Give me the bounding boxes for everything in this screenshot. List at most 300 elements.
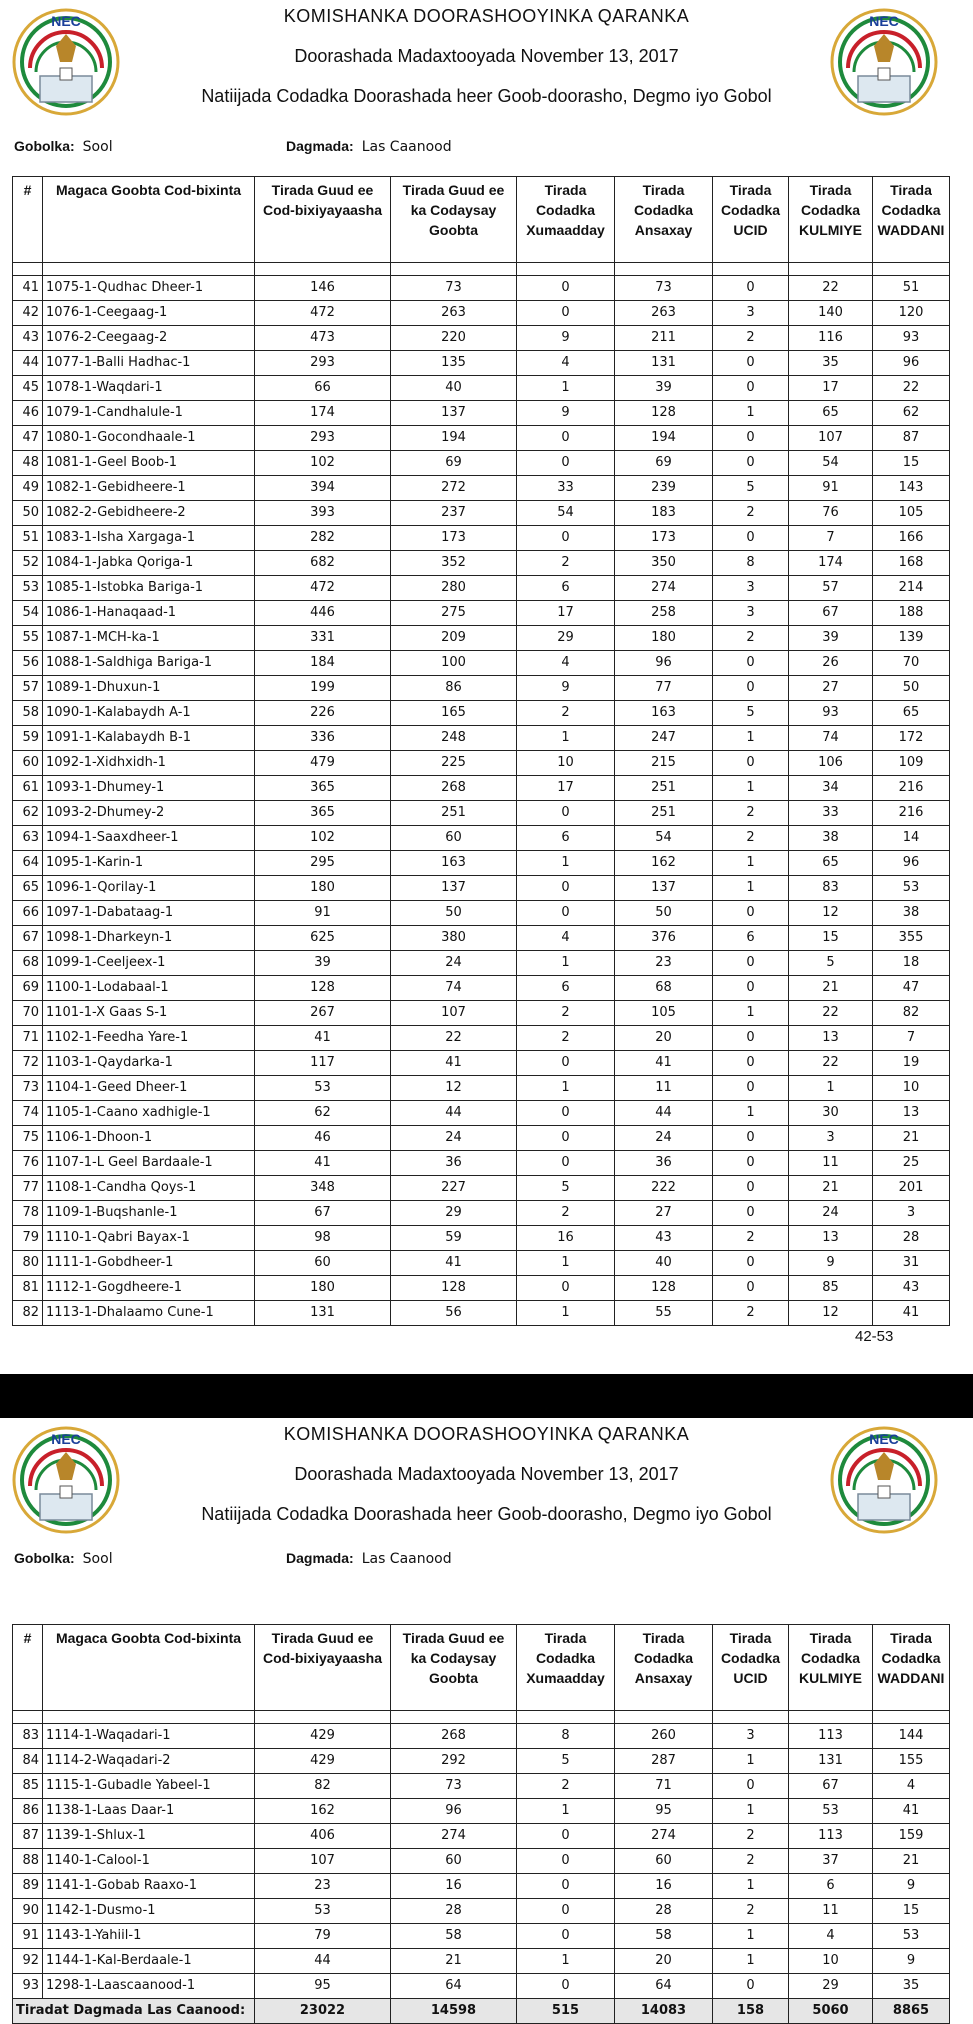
vote-count: 105 — [873, 501, 950, 526]
polling-station-name: 1115-1-Gubadle Yabeel-1 — [43, 1774, 255, 1799]
vote-count: 53 — [255, 1076, 391, 1101]
table-row — [13, 476, 950, 501]
vote-count: 1 — [517, 1076, 615, 1101]
vote-count: 216 — [873, 776, 950, 801]
table-row — [13, 601, 950, 626]
table-row — [13, 826, 950, 851]
vote-count: 429 — [255, 1749, 391, 1774]
vote-count: 222 — [615, 1176, 713, 1201]
vote-count: 13 — [789, 1026, 873, 1051]
vote-count: 24 — [391, 951, 517, 976]
vote-count: 336 — [255, 726, 391, 751]
table-row — [13, 401, 950, 426]
vote-count: 5 — [713, 701, 789, 726]
table-row — [13, 851, 950, 876]
row-number: 67 — [13, 926, 43, 951]
region-value: Sool — [82, 1551, 113, 1567]
row-number: 92 — [13, 1949, 43, 1974]
polling-station-name: 1138-1-Laas Daar-1 — [43, 1799, 255, 1824]
column-header: Magaca Goobta Cod-bixinta — [43, 177, 255, 263]
polling-station-name: 1109-1-Buqshanle-1 — [43, 1201, 255, 1226]
vote-count: 85 — [789, 1276, 873, 1301]
vote-count: 1 — [713, 1749, 789, 1774]
polling-station-name: 1081-1-Geel Boob-1 — [43, 451, 255, 476]
table-row — [13, 726, 950, 751]
vote-count: 10 — [873, 1076, 950, 1101]
vote-count: 59 — [391, 1226, 517, 1251]
table-row — [13, 1799, 950, 1824]
vote-count: 95 — [615, 1799, 713, 1824]
vote-count: 2 — [517, 1774, 615, 1799]
table-row — [13, 551, 950, 576]
vote-count: 79 — [255, 1924, 391, 1949]
vote-count: 5 — [517, 1176, 615, 1201]
vote-count: 0 — [713, 451, 789, 476]
spacer-cell — [255, 1711, 391, 1724]
row-number: 47 — [13, 426, 43, 451]
vote-count: 473 — [255, 326, 391, 351]
vote-count: 41 — [873, 1799, 950, 1824]
row-number: 63 — [13, 826, 43, 851]
total-row — [13, 1999, 950, 2024]
column-header: Tirada Codadka Xumaadday — [517, 1625, 615, 1711]
table-row — [13, 776, 950, 801]
vote-count: 0 — [517, 801, 615, 826]
spacer-cell — [615, 1711, 713, 1724]
vote-count: 64 — [615, 1974, 713, 1999]
column-header: Magaca Goobta Cod-bixinta — [43, 1625, 255, 1711]
vote-count: 331 — [255, 626, 391, 651]
vote-count: 3 — [713, 1724, 789, 1749]
vote-count: 183 — [615, 501, 713, 526]
vote-count: 105 — [615, 1001, 713, 1026]
table-row — [13, 1749, 950, 1774]
vote-count: 21 — [873, 1126, 950, 1151]
results-table — [12, 176, 950, 1326]
vote-count: 41 — [255, 1151, 391, 1176]
table-row — [13, 651, 950, 676]
vote-count: 1 — [713, 1949, 789, 1974]
vote-count: 91 — [255, 901, 391, 926]
table-row — [13, 1276, 950, 1301]
polling-station-name: 1084-1-Jabka Qoriga-1 — [43, 551, 255, 576]
vote-count: 22 — [391, 1026, 517, 1051]
vote-count: 162 — [255, 1799, 391, 1824]
vote-count: 106 — [789, 751, 873, 776]
polling-station-name: 1090-1-Kalabaydh A-1 — [43, 701, 255, 726]
table-row — [13, 1899, 950, 1924]
vote-count: 184 — [255, 651, 391, 676]
row-number: 82 — [13, 1301, 43, 1326]
row-number: 66 — [13, 901, 43, 926]
vote-count: 53 — [873, 876, 950, 901]
report-description: Natiijada Codadka Doorashada heer Goob-doorasho, Degmo iyo Gobol — [201, 86, 772, 106]
polling-station-name: 1139-1-Shlux-1 — [43, 1824, 255, 1849]
vote-count: 0 — [517, 301, 615, 326]
table-row — [13, 1949, 950, 1974]
report-subtitle: Doorashada Madaxtooyada November 13, 2017 — [294, 46, 679, 66]
row-number: 81 — [13, 1276, 43, 1301]
spacer-cell — [873, 263, 950, 276]
vote-count: 93 — [789, 701, 873, 726]
svg-text:NEC: NEC — [51, 1431, 81, 1447]
vote-count: 272 — [391, 476, 517, 501]
polling-station-name: 1082-2-Gebidheere-2 — [43, 501, 255, 526]
vote-count: 143 — [873, 476, 950, 501]
vote-count: 263 — [391, 301, 517, 326]
spacer-cell — [391, 1711, 517, 1724]
vote-count: 1 — [713, 401, 789, 426]
table-row — [13, 451, 950, 476]
vote-count: 137 — [391, 401, 517, 426]
polling-station-name: 1094-1-Saaxdheer-1 — [43, 826, 255, 851]
table-row — [13, 1974, 950, 1999]
table-row — [13, 326, 950, 351]
vote-count: 168 — [873, 551, 950, 576]
column-header: Tirada Guud ee Cod-bixiyayaasha — [255, 1625, 391, 1711]
row-number: 73 — [13, 1076, 43, 1101]
vote-count: 102 — [255, 451, 391, 476]
vote-count: 23 — [615, 951, 713, 976]
vote-count: 16 — [517, 1226, 615, 1251]
vote-count: 71 — [615, 1774, 713, 1799]
vote-count: 350 — [615, 551, 713, 576]
vote-count: 0 — [713, 1201, 789, 1226]
vote-count: 247 — [615, 726, 713, 751]
vote-count: 38 — [873, 901, 950, 926]
vote-count: 248 — [391, 726, 517, 751]
vote-count: 24 — [789, 1201, 873, 1226]
vote-count: 73 — [391, 276, 517, 301]
vote-count: 166 — [873, 526, 950, 551]
polling-station-name: 1141-1-Gobab Raaxo-1 — [43, 1874, 255, 1899]
row-number: 41 — [13, 276, 43, 301]
vote-count: 107 — [789, 426, 873, 451]
table-row — [13, 1151, 950, 1176]
vote-count: 41 — [255, 1026, 391, 1051]
results-table — [12, 1624, 950, 2024]
vote-count: 37 — [789, 1849, 873, 1874]
vote-count: 365 — [255, 801, 391, 826]
vote-count: 472 — [255, 576, 391, 601]
total-value: 8865 — [873, 1999, 950, 2024]
vote-count: 54 — [789, 451, 873, 476]
vote-count: 0 — [713, 276, 789, 301]
vote-count: 1 — [713, 851, 789, 876]
row-number: 68 — [13, 951, 43, 976]
vote-count: 83 — [789, 876, 873, 901]
total-value: 515 — [517, 1999, 615, 2024]
vote-count: 39 — [615, 376, 713, 401]
vote-count: 50 — [615, 901, 713, 926]
vote-count: 64 — [391, 1974, 517, 1999]
polling-station-name: 1142-1-Dusmo-1 — [43, 1899, 255, 1924]
table-row — [13, 1724, 950, 1749]
vote-count: 56 — [391, 1301, 517, 1326]
vote-count: 6 — [517, 576, 615, 601]
table-row — [13, 676, 950, 701]
vote-count: 20 — [615, 1949, 713, 1974]
table-row — [13, 1774, 950, 1799]
vote-count: 40 — [391, 376, 517, 401]
vote-count: 1 — [713, 1001, 789, 1026]
vote-count: 2 — [713, 801, 789, 826]
polling-station-name: 1112-1-Gogdheere-1 — [43, 1276, 255, 1301]
vote-count: 1 — [517, 851, 615, 876]
row-number: 91 — [13, 1924, 43, 1949]
vote-count: 73 — [391, 1774, 517, 1799]
vote-count: 4 — [789, 1924, 873, 1949]
vote-count: 43 — [615, 1226, 713, 1251]
total-label: Tiradat Dagmada Las Caanood: — [13, 1999, 255, 2024]
vote-count: 2 — [517, 1001, 615, 1026]
table-row — [13, 1824, 950, 1849]
total-value: 14598 — [391, 1999, 517, 2024]
spacer-cell — [43, 1711, 255, 1724]
table-row — [13, 901, 950, 926]
vote-count: 237 — [391, 501, 517, 526]
vote-count: 7 — [873, 1026, 950, 1051]
row-number: 85 — [13, 1774, 43, 1799]
vote-count: 131 — [255, 1301, 391, 1326]
polling-station-name: 1083-1-Isha Xargaga-1 — [43, 526, 255, 551]
vote-count: 2 — [517, 551, 615, 576]
vote-count: 128 — [391, 1276, 517, 1301]
total-value: 14083 — [615, 1999, 713, 2024]
vote-count: 27 — [615, 1201, 713, 1226]
vote-count: 65 — [789, 851, 873, 876]
row-number: 59 — [13, 726, 43, 751]
vote-count: 54 — [517, 501, 615, 526]
vote-count: 0 — [517, 876, 615, 901]
svg-text:NEC: NEC — [51, 13, 81, 29]
table-row — [13, 1001, 950, 1026]
polling-station-name: 1079-1-Candhalule-1 — [43, 401, 255, 426]
vote-count: 0 — [517, 1126, 615, 1151]
vote-count: 86 — [391, 676, 517, 701]
polling-station-name: 1097-1-Dabataag-1 — [43, 901, 255, 926]
column-header: Tirada Codadka WADDANI — [873, 1625, 950, 1711]
vote-count: 41 — [873, 1301, 950, 1326]
vote-count: 44 — [391, 1101, 517, 1126]
vote-count: 6 — [789, 1874, 873, 1899]
vote-count: 17 — [789, 376, 873, 401]
vote-count: 41 — [391, 1051, 517, 1076]
table-row — [13, 1251, 950, 1276]
report-subtitle: Doorashada Madaxtooyada November 13, 2017 — [294, 1464, 679, 1484]
vote-count: 163 — [391, 851, 517, 876]
row-number: 86 — [13, 1799, 43, 1824]
vote-count: 5 — [713, 476, 789, 501]
vote-count: 144 — [873, 1724, 950, 1749]
vote-count: 282 — [255, 526, 391, 551]
vote-count: 1 — [517, 1301, 615, 1326]
vote-count: 69 — [391, 451, 517, 476]
vote-count: 194 — [391, 426, 517, 451]
row-number: 70 — [13, 1001, 43, 1026]
vote-count: 292 — [391, 1749, 517, 1774]
vote-count: 93 — [873, 326, 950, 351]
region-value: Sool — [82, 139, 113, 155]
vote-count: 180 — [255, 876, 391, 901]
table-row — [13, 801, 950, 826]
row-number: 93 — [13, 1974, 43, 1999]
row-number: 64 — [13, 851, 43, 876]
vote-count: 24 — [615, 1126, 713, 1151]
vote-count: 274 — [391, 1824, 517, 1849]
vote-count: 0 — [517, 1974, 615, 1999]
vote-count: 21 — [391, 1949, 517, 1974]
row-number: 74 — [13, 1101, 43, 1126]
vote-count: 163 — [615, 701, 713, 726]
row-number: 44 — [13, 351, 43, 376]
vote-count: 15 — [873, 451, 950, 476]
vote-count: 275 — [391, 601, 517, 626]
vote-count: 82 — [873, 1001, 950, 1026]
table-row — [13, 501, 950, 526]
row-number: 80 — [13, 1251, 43, 1276]
table-row — [13, 1051, 950, 1076]
column-header: Tirada Codadka KULMIYE — [789, 1625, 873, 1711]
polling-station-name: 1111-1-Gobdheer-1 — [43, 1251, 255, 1276]
vote-count: 60 — [255, 1251, 391, 1276]
page-separator — [0, 1374, 973, 1418]
table-row — [13, 301, 950, 326]
district-label: Dagmada: — [286, 138, 354, 154]
report-header — [0, 1418, 973, 1546]
vote-count: 268 — [391, 776, 517, 801]
vote-count: 87 — [873, 426, 950, 451]
vote-count: 35 — [873, 1974, 950, 1999]
polling-station-name: 1108-1-Candha Qoys-1 — [43, 1176, 255, 1201]
vote-count: 173 — [391, 526, 517, 551]
vote-count: 24 — [391, 1126, 517, 1151]
spacer-cell — [789, 263, 873, 276]
vote-count: 95 — [255, 1974, 391, 1999]
polling-station-name: 1087-1-MCH-ka-1 — [43, 626, 255, 651]
vote-count: 0 — [517, 1276, 615, 1301]
vote-count: 239 — [615, 476, 713, 501]
vote-count: 376 — [615, 926, 713, 951]
vote-count: 0 — [713, 1774, 789, 1799]
vote-count: 76 — [789, 501, 873, 526]
polling-station-name: 1107-1-L Geel Bardaale-1 — [43, 1151, 255, 1176]
polling-station-name: 1114-2-Waqadari-2 — [43, 1749, 255, 1774]
vote-count: 33 — [789, 801, 873, 826]
row-number: 42 — [13, 301, 43, 326]
vote-count: 35 — [789, 351, 873, 376]
polling-station-name: 1085-1-Istobka Bariga-1 — [43, 576, 255, 601]
table-row — [13, 751, 950, 776]
vote-count: 0 — [713, 676, 789, 701]
vote-count: 28 — [615, 1899, 713, 1924]
column-header: Tirada Guud ee ka Codaysay Goobta — [391, 1625, 517, 1711]
vote-count: 91 — [789, 476, 873, 501]
vote-count: 10 — [517, 751, 615, 776]
vote-count: 102 — [255, 826, 391, 851]
vote-count: 15 — [789, 926, 873, 951]
vote-count: 67 — [789, 601, 873, 626]
vote-count: 65 — [789, 401, 873, 426]
vote-count: 380 — [391, 926, 517, 951]
spacer-cell — [517, 263, 615, 276]
vote-count: 77 — [615, 676, 713, 701]
table-row — [13, 876, 950, 901]
table-row — [13, 376, 950, 401]
vote-count: 128 — [255, 976, 391, 1001]
vote-count: 109 — [873, 751, 950, 776]
total-value: 23022 — [255, 1999, 391, 2024]
row-number: 76 — [13, 1151, 43, 1176]
vote-count: 17 — [517, 776, 615, 801]
row-number: 45 — [13, 376, 43, 401]
region-field — [14, 138, 113, 155]
row-number: 54 — [13, 601, 43, 626]
vote-count: 355 — [873, 926, 950, 951]
vote-count: 27 — [789, 676, 873, 701]
vote-count: 26 — [789, 651, 873, 676]
row-number: 49 — [13, 476, 43, 501]
vote-count: 16 — [615, 1874, 713, 1899]
vote-count: 0 — [713, 751, 789, 776]
vote-count: 137 — [615, 876, 713, 901]
vote-count: 0 — [713, 426, 789, 451]
table-row — [13, 1126, 950, 1151]
vote-count: 50 — [391, 901, 517, 926]
polling-station-name: 1080-1-Gocondhaale-1 — [43, 426, 255, 451]
polling-station-name: 1095-1-Karin-1 — [43, 851, 255, 876]
spacer-cell — [873, 1711, 950, 1724]
vote-count: 2 — [517, 1201, 615, 1226]
vote-count: 406 — [255, 1824, 391, 1849]
vote-count: 352 — [391, 551, 517, 576]
vote-count: 22 — [789, 1001, 873, 1026]
vote-count: 0 — [713, 351, 789, 376]
vote-count: 131 — [789, 1749, 873, 1774]
vote-count: 2 — [713, 1849, 789, 1874]
row-number: 52 — [13, 551, 43, 576]
row-number: 88 — [13, 1849, 43, 1874]
spacer-cell — [13, 1711, 43, 1724]
vote-count: 0 — [517, 1824, 615, 1849]
vote-count: 263 — [615, 301, 713, 326]
spacer-row — [13, 263, 950, 276]
polling-station-name: 1100-1-Lodabaal-1 — [43, 976, 255, 1001]
vote-count: 39 — [255, 951, 391, 976]
row-number: 79 — [13, 1226, 43, 1251]
row-number: 65 — [13, 876, 43, 901]
vote-count: 274 — [615, 1824, 713, 1849]
vote-count: 22 — [789, 276, 873, 301]
column-header: Tirada Codadka WADDANI — [873, 177, 950, 263]
row-number: 90 — [13, 1899, 43, 1924]
vote-count: 139 — [873, 626, 950, 651]
vote-count: 28 — [391, 1899, 517, 1924]
vote-count: 6 — [713, 926, 789, 951]
column-header: # — [13, 1625, 43, 1711]
vote-count: 50 — [873, 676, 950, 701]
vote-count: 7 — [789, 526, 873, 551]
vote-count: 55 — [615, 1301, 713, 1326]
total-value: 5060 — [789, 1999, 873, 2024]
vote-count: 0 — [517, 526, 615, 551]
vote-count: 2 — [713, 501, 789, 526]
vote-count: 70 — [873, 651, 950, 676]
vote-count: 293 — [255, 426, 391, 451]
polling-station-name: 1076-2-Ceegaag-2 — [43, 326, 255, 351]
vote-count: 11 — [615, 1076, 713, 1101]
vote-count: 0 — [713, 1126, 789, 1151]
